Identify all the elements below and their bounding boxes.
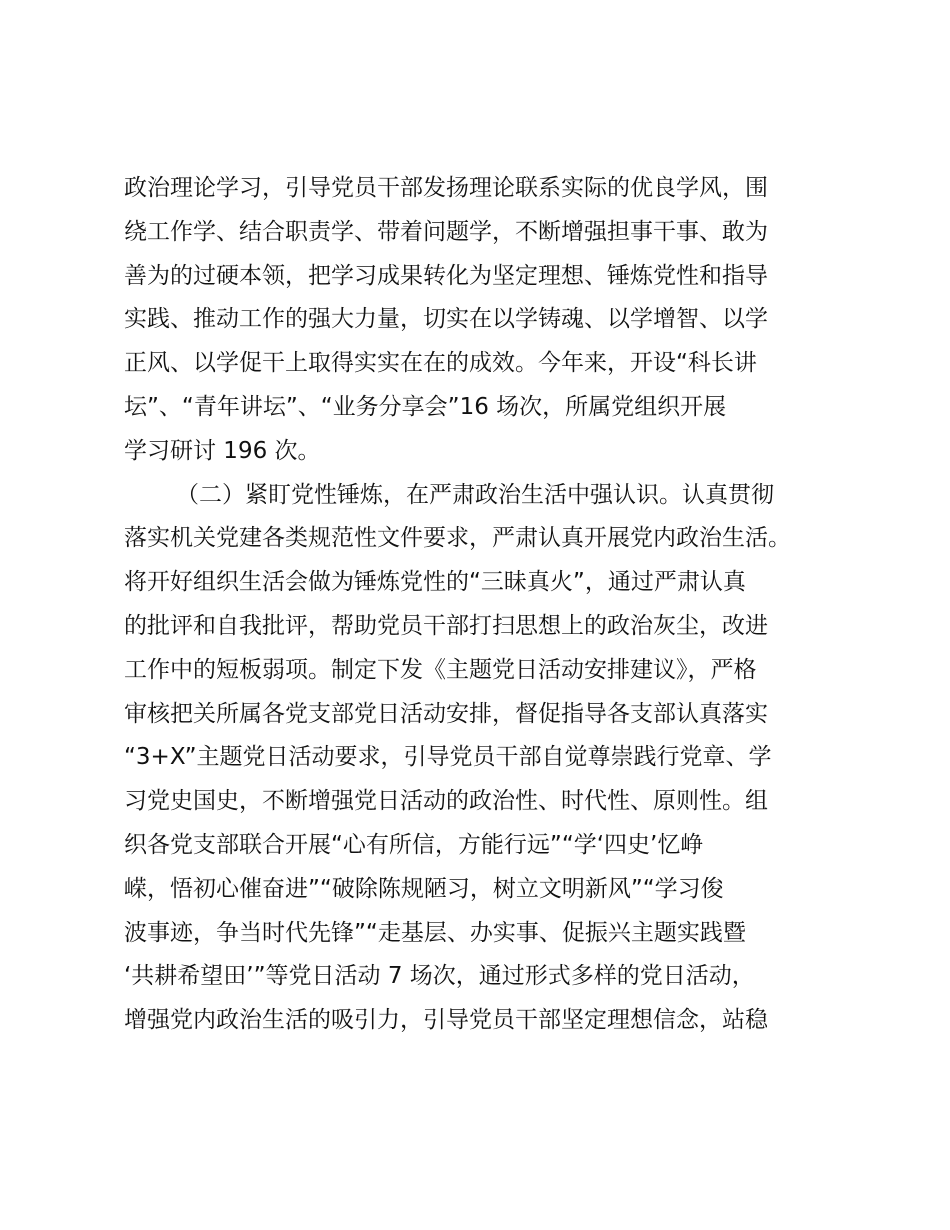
- text-line: 波事迹，争当时代先锋”“走基层、办实事、促振兴主题实践暨: [124, 919, 746, 946]
- text-line: 学习研讨 196 次。: [124, 437, 321, 464]
- text-line: 嵘，悟初心催奋进”“破除陈规陋习，树立文明新风”“学习俊: [124, 875, 724, 902]
- text-line: 工作中的短板弱项。制定下发《主题党日活动安排建议》，严格: [124, 656, 757, 683]
- text-line: 落实机关党建各类规范性文件要求，严肃认真开展党内政治生活。: [124, 525, 791, 552]
- text-line: ‘共耕希望田’”等党日活动 7 场次，通过形式多样的党日活动，: [124, 963, 755, 990]
- text-line: 习党史国史，不断增强党日活动的政治性、时代性、原则性。组: [124, 788, 768, 815]
- text-line: 正风、以学促干上取得实实在在的成效。今年来，开设“科长讲: [124, 350, 757, 377]
- text-line: “3+X”主题党日活动要求，引导党员干部自觉尊崇践行党章、学: [124, 744, 772, 771]
- text-line: 的批评和自我批评，帮助党员干部打扫思想上的政治灰尘，改进: [124, 612, 768, 639]
- text-line: 增强党内政治生活的吸引力，引导党员干部坚定理想信念，站稳: [124, 1007, 768, 1034]
- text-line: 将开好组织生活会做为锤炼党性的“三昧真火”，通过严肃认真: [124, 569, 746, 596]
- body-text: [124, 167, 844, 1043]
- text-line: 织各党支部联合开展“心有所信，方能行远”“学‘四史’忆峥: [124, 831, 704, 858]
- text-line: 政治理论学习，引导党员干部发扬理论联系实际的优良学风，围: [124, 175, 768, 201]
- section-heading-line: （二）紧盯党性锤炼，在严肃政治生活中强认识。认真贯彻: [176, 481, 774, 508]
- text-line: 绕工作学、结合职责学、带着问题学，不断增强担事干事、敢为: [124, 218, 768, 245]
- text-line: 审核把关所属各党支部党日活动安排，督促指导各支部认真落实: [124, 700, 768, 727]
- text-line: 实践、推动工作的强大力量，切实在以学铸魂、以学增智、以学: [124, 306, 768, 333]
- text-line: 善为的过硬本领，把学习成果转化为坚定理想、锤炼党性和指导: [124, 262, 768, 289]
- text-line: 坛”、“青年讲坛”、“业务分享会”16 场次，所属党组织开展: [124, 393, 727, 420]
